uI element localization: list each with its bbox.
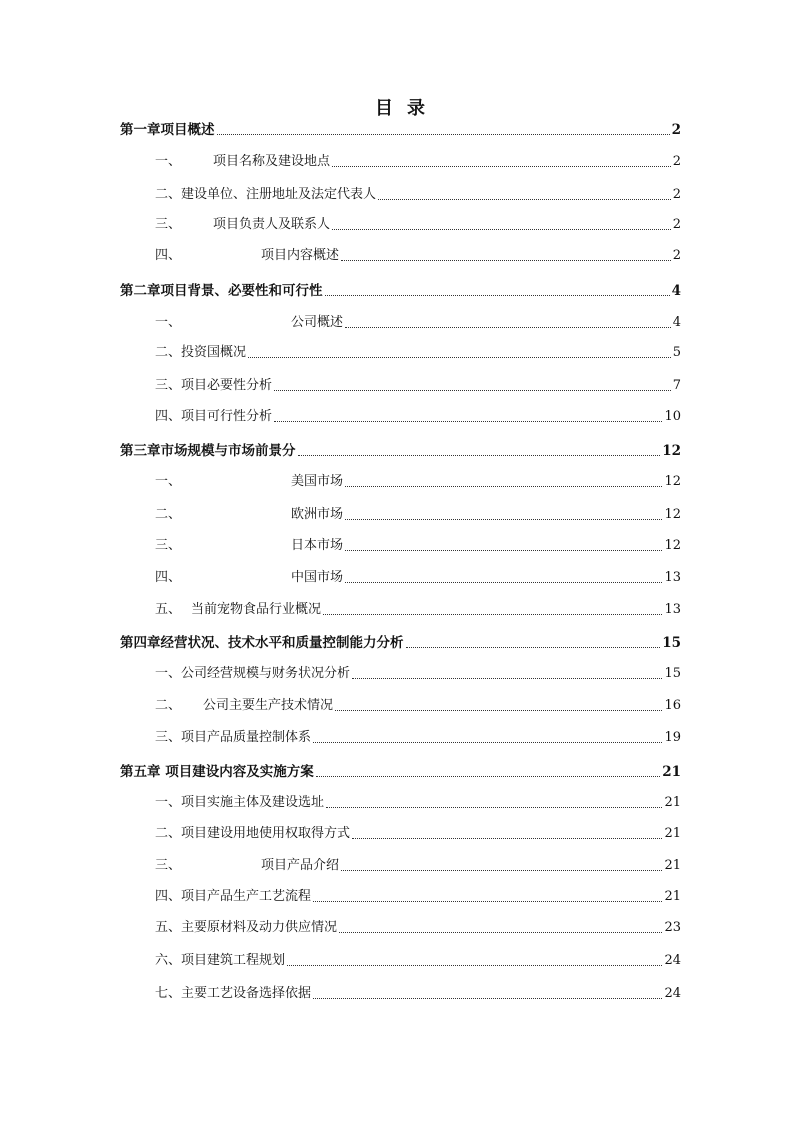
- toc-entry-label: 项目建筑工程规划: [181, 953, 286, 968]
- toc-entry-number: 四、: [155, 409, 182, 424]
- toc-leader-dots: [298, 455, 661, 456]
- toc-entry-label: 主要工艺设备选择依据: [181, 986, 312, 1001]
- toc-entry-number: 六、: [155, 953, 182, 968]
- toc-entry-label: 项目必要性分析: [181, 378, 273, 393]
- toc-entry-number: 五、: [155, 920, 182, 935]
- toc-entry-label: 项目负责人及联系人: [213, 217, 331, 232]
- toc-leader-dots: [325, 295, 670, 296]
- toc-entry-label: 第三章市场规模与市场前景分: [120, 443, 296, 459]
- toc-page-number: 12: [664, 474, 681, 489]
- toc-section-entry[interactable]: [155, 918, 681, 938]
- toc-chapter-entry[interactable]: [120, 762, 681, 782]
- toc-entry-label: 第二章项目背景、必要性和可行性: [120, 283, 323, 299]
- toc-page-number: 2: [671, 122, 681, 138]
- toc-section-entry[interactable]: [155, 407, 681, 427]
- toc-entry-number: 一、: [155, 154, 182, 169]
- toc-leader-dots: [313, 998, 662, 999]
- toc-section-entry[interactable]: [155, 313, 681, 333]
- toc-leader-dots: [316, 776, 661, 777]
- toc-leader-dots: [341, 870, 662, 871]
- toc-leader-dots: [323, 614, 662, 615]
- toc-entry-number: 二、: [155, 345, 182, 360]
- toc-chapter-entry[interactable]: [120, 281, 681, 301]
- toc-entry-label: 欧洲市场: [291, 507, 344, 522]
- toc-section-entry[interactable]: [155, 343, 681, 363]
- toc-section-entry[interactable]: [155, 887, 681, 907]
- toc-entry-number: 一、: [155, 315, 182, 330]
- toc-entry-label: 项目可行性分析: [181, 409, 273, 424]
- toc-page-number: 2: [672, 217, 681, 232]
- toc-leader-dots: [352, 678, 662, 679]
- toc-page-number: 19: [664, 730, 681, 745]
- toc-leader-dots: [345, 486, 662, 487]
- toc-leader-dots: [287, 965, 662, 966]
- toc-leader-dots: [313, 901, 662, 902]
- toc-entry-number: 四、: [155, 248, 182, 263]
- toc-title-part2: 录: [407, 98, 425, 119]
- toc-leader-dots: [248, 357, 671, 358]
- toc-page-number: 24: [664, 953, 681, 968]
- toc-section-entry[interactable]: [155, 664, 681, 684]
- toc-entry-label: 项目名称及建设地点: [213, 154, 331, 169]
- toc-entry-label: 建设单位、注册地址及法定代表人: [181, 187, 377, 202]
- toc-entry-label: 项目内容概述: [261, 248, 340, 263]
- toc-entry-label: 中国市场: [291, 570, 344, 585]
- toc-page-number: 21: [662, 764, 681, 780]
- toc-entry-label: 项目建设用地使用权取得方式: [181, 826, 351, 841]
- toc-section-entry[interactable]: [155, 856, 681, 876]
- toc-entry-label: 主要原材料及动力供应情况: [181, 920, 338, 935]
- toc-entry-number: 一、: [155, 474, 182, 489]
- toc-entry-label: 公司经营规模与财务状况分析: [181, 666, 351, 681]
- toc-page-number: 24: [664, 986, 681, 1001]
- toc-section-entry[interactable]: [155, 505, 681, 525]
- toc-entry-number: 三、: [155, 538, 182, 553]
- toc-section-entry[interactable]: [155, 472, 681, 492]
- toc-entry-label: 投资国概况: [181, 345, 247, 360]
- toc-entry-number: 四、: [155, 570, 182, 585]
- toc-leader-dots: [326, 807, 662, 808]
- toc-section-entry[interactable]: [155, 152, 681, 172]
- toc-entry-label: 项目产品生产工艺流程: [181, 889, 312, 904]
- toc-leader-dots: [274, 390, 671, 391]
- toc-chapter-entry[interactable]: [120, 441, 681, 461]
- toc-entry-number: 一、: [155, 666, 182, 681]
- toc-entry-label: 美国市场: [291, 474, 344, 489]
- toc-entry-number: 三、: [155, 858, 182, 873]
- toc-leader-dots: [345, 519, 662, 520]
- toc-entry-label: 公司主要生产技术情况: [203, 698, 334, 713]
- toc-leader-dots: [352, 838, 662, 839]
- toc-page-number: 13: [664, 602, 681, 617]
- toc-section-entry[interactable]: [155, 215, 681, 235]
- toc-section-entry[interactable]: [155, 185, 681, 205]
- toc-entry-label: 第四章经营状况、技术水平和质量控制能力分析: [120, 635, 404, 651]
- toc-leader-dots: [345, 582, 662, 583]
- toc-page-number: 2: [672, 248, 681, 263]
- toc-page-number: 12: [664, 507, 681, 522]
- toc-chapter-entry[interactable]: [120, 120, 681, 140]
- toc-leader-dots: [274, 421, 662, 422]
- toc-entry-label: 项目产品质量控制体系: [181, 730, 312, 745]
- toc-page-number: 23: [664, 920, 681, 935]
- toc-leader-dots: [345, 550, 662, 551]
- toc-section-entry[interactable]: [155, 824, 681, 844]
- toc-entry-label: 第一章项目概述: [120, 122, 215, 138]
- toc-section-entry[interactable]: [155, 246, 681, 266]
- toc-entry-label: 第五章 项目建设内容及实施方案: [120, 764, 314, 780]
- toc-section-entry[interactable]: [155, 600, 681, 620]
- toc-section-entry[interactable]: [155, 536, 681, 556]
- toc-page-number: 21: [664, 795, 681, 810]
- toc-page-number: 13: [664, 570, 681, 585]
- toc-page-number: 4: [672, 315, 681, 330]
- toc-entry-number: 二、: [155, 187, 182, 202]
- toc-section-entry[interactable]: [155, 696, 681, 716]
- toc-page-number: 12: [664, 538, 681, 553]
- toc-section-entry[interactable]: [155, 728, 681, 748]
- toc-entry-number: 二、: [155, 826, 182, 841]
- toc-leader-dots: [332, 166, 671, 167]
- toc-entry-number: 五、: [155, 602, 182, 617]
- toc-title-part1: 目: [375, 98, 393, 119]
- toc-page-number: 2: [672, 154, 681, 169]
- toc-entry-label: 项目产品介绍: [261, 858, 340, 873]
- toc-entry-label: 当前宠物食品行业概况: [191, 602, 322, 617]
- toc-page-number: 21: [664, 858, 681, 873]
- toc-page-number: 15: [662, 635, 681, 651]
- toc-entry-number: 二、: [155, 698, 182, 713]
- toc-page-number: 2: [672, 187, 681, 202]
- toc-page-number: 16: [664, 698, 681, 713]
- toc-entry-number: 三、: [155, 378, 182, 393]
- toc-page-number: 5: [672, 345, 681, 360]
- toc-page-number: 12: [662, 443, 681, 459]
- toc-page-number: 4: [671, 283, 681, 299]
- toc-page-number: 10: [664, 409, 681, 424]
- toc-leader-dots: [378, 199, 671, 200]
- toc-page-number: 7: [672, 378, 681, 393]
- toc-leader-dots: [339, 932, 662, 933]
- toc-leader-dots: [313, 742, 662, 743]
- toc-section-entry[interactable]: [155, 951, 681, 971]
- toc-section-entry[interactable]: [155, 984, 681, 1004]
- toc-entry-number: 四、: [155, 889, 182, 904]
- toc-page-number: 21: [664, 826, 681, 841]
- toc-entry-number: 七、: [155, 986, 182, 1001]
- toc-entry-label: 项目实施主体及建设选址: [181, 795, 325, 810]
- toc-entry-label: 日本市场: [291, 538, 344, 553]
- toc-page-number: 15: [664, 666, 681, 681]
- toc-leader-dots: [341, 260, 671, 261]
- toc-entry-label: 公司概述: [291, 315, 344, 330]
- toc-entry-number: 一、: [155, 795, 182, 810]
- toc-leader-dots: [345, 327, 671, 328]
- toc-leader-dots: [406, 647, 661, 648]
- toc-entry-number: 二、: [155, 507, 182, 522]
- toc-section-entry[interactable]: [155, 376, 681, 396]
- toc-section-entry[interactable]: [155, 568, 681, 588]
- toc-leader-dots: [335, 710, 662, 711]
- toc-leader-dots: [217, 134, 670, 135]
- toc-leader-dots: [332, 229, 671, 230]
- toc-entry-number: 三、: [155, 730, 182, 745]
- toc-chapter-entry[interactable]: [120, 633, 681, 653]
- toc-page-number: 21: [664, 889, 681, 904]
- toc-section-entry[interactable]: [155, 793, 681, 813]
- toc-entry-number: 三、: [155, 217, 182, 232]
